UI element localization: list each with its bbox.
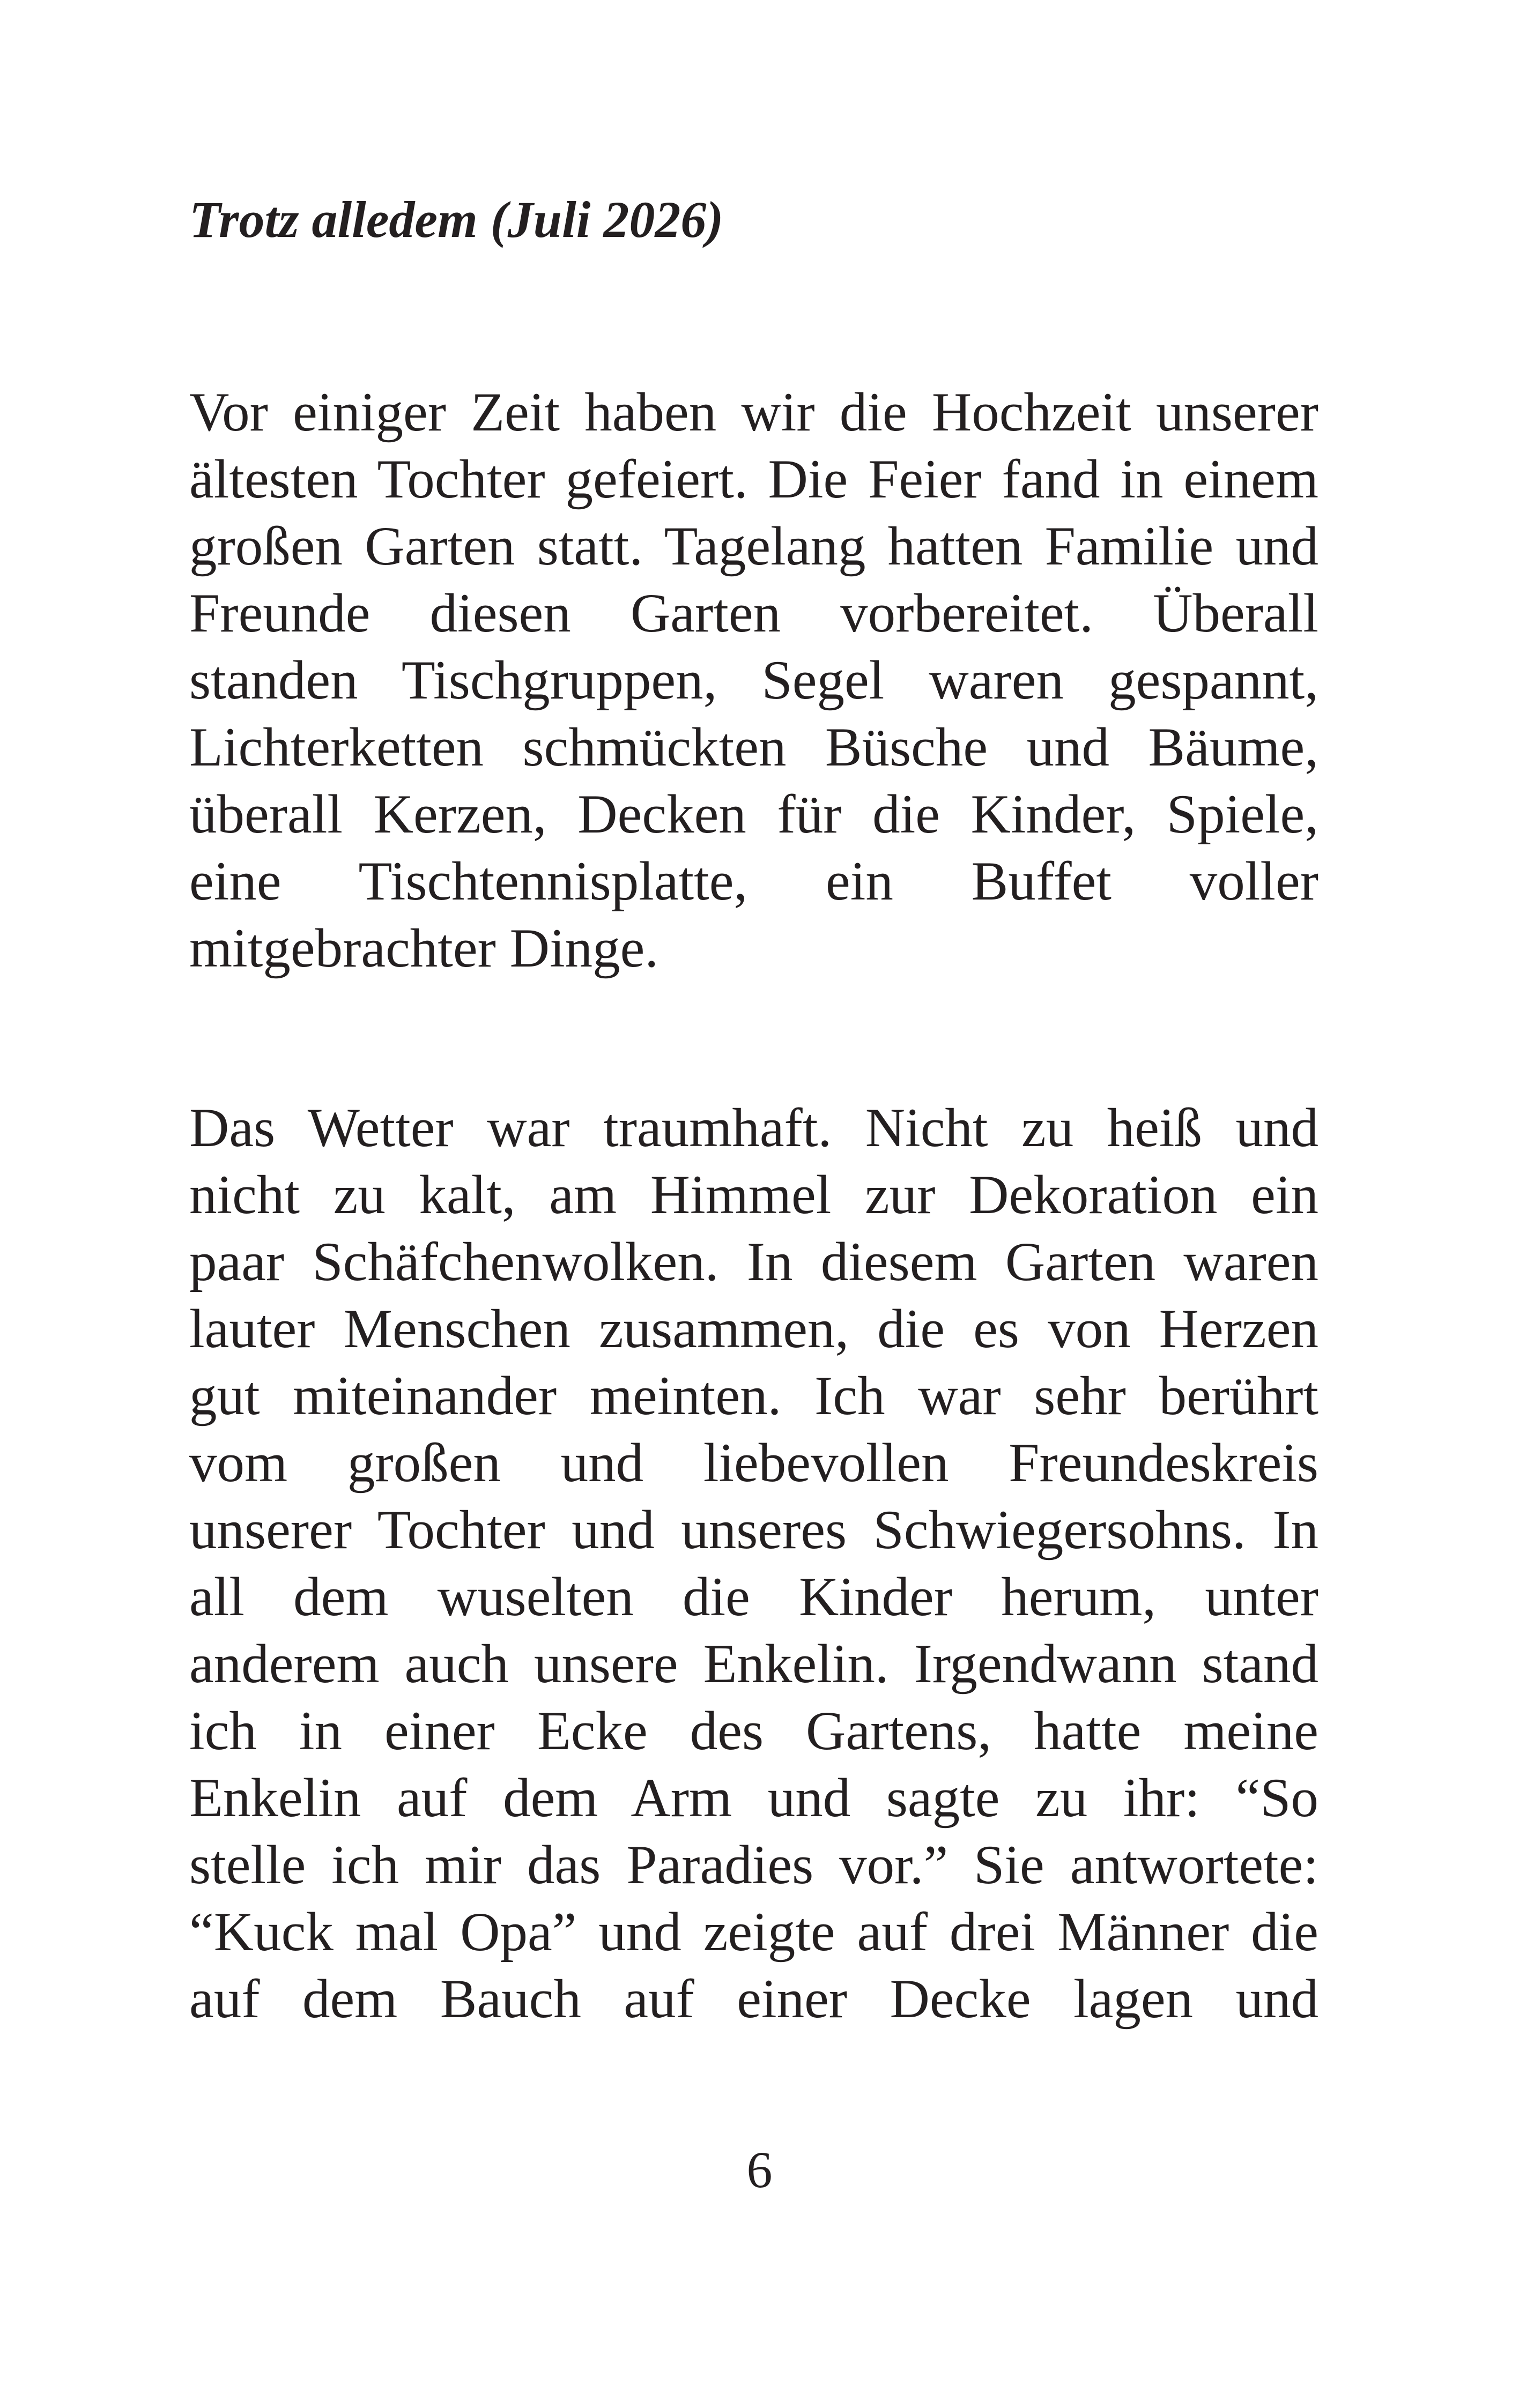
paragraph-line: vom großen und liebevollen Freundeskreis bbox=[189, 1432, 1318, 1493]
paragraph-line: mitgebrachter Dinge. bbox=[189, 918, 659, 979]
chapter-title: Trotz alledem (Juli 2026) bbox=[189, 191, 724, 248]
paragraph-line: überall Kerzen, Decken für die Kinder, Spiele, bbox=[189, 784, 1318, 845]
paragraph-line: ich in einer Ecke des Gartens, hatte meine bbox=[189, 1700, 1318, 1762]
paragraph-line: “Kuck mal Opa” und zeigte auf drei Männer die bbox=[189, 1901, 1318, 1963]
paragraph-line: anderem auch unsere Enkelin. Irgendwann stand bbox=[189, 1633, 1318, 1694]
paragraph-line: gut miteinander meinten. Ich war sehr berührt bbox=[189, 1365, 1318, 1426]
paragraph-line: stelle ich mir das Paradies vor.” Sie antwortete: bbox=[189, 1834, 1318, 1896]
paragraph-line: Lichterketten schmückten Büsche und Bäume, bbox=[189, 717, 1318, 778]
paragraph-line: ältesten Tochter gefeiert. Die Feier fand in einem bbox=[189, 449, 1318, 510]
paragraph-line: standen Tischgruppen, Segel waren gespannt, bbox=[189, 650, 1318, 711]
paragraph-line: all dem wuselten die Kinder herum, unter bbox=[189, 1566, 1318, 1627]
paragraph-line: unserer Tochter und unseres Schwiegersohns. In bbox=[189, 1499, 1318, 1560]
paragraph-line: Das Wetter war traumhaft. Nicht zu heiß und bbox=[189, 1097, 1318, 1158]
paragraph-line: paar Schäfchenwolken. In diesem Garten waren bbox=[189, 1231, 1318, 1292]
paragraph-line: lauter Menschen zusammen, die es von Herzen bbox=[189, 1298, 1318, 1359]
paragraph-1 bbox=[189, 379, 1318, 982]
paragraph-2 bbox=[189, 1095, 1318, 2033]
paragraph-line: nicht zu kalt, am Himmel zur Dekoration ein bbox=[189, 1164, 1318, 1225]
paragraph-line: Vor einiger Zeit haben wir die Hochzeit unserer bbox=[189, 382, 1318, 443]
paragraph-line: auf dem Bauch auf einer Decke lagen und bbox=[189, 1968, 1318, 2030]
paragraph-line: eine Tischtennisplatte, ein Buffet voller bbox=[189, 851, 1318, 912]
paragraph-line: Freunde diesen Garten vorbereitet. Überall bbox=[189, 583, 1318, 644]
page-number: 6 bbox=[746, 2141, 773, 2198]
paragraph-line: Enkelin auf dem Arm und sagte zu ihr: “So bbox=[189, 1767, 1318, 1829]
paragraph-line: großen Garten statt. Tagelang hatten Familie und bbox=[189, 516, 1318, 577]
